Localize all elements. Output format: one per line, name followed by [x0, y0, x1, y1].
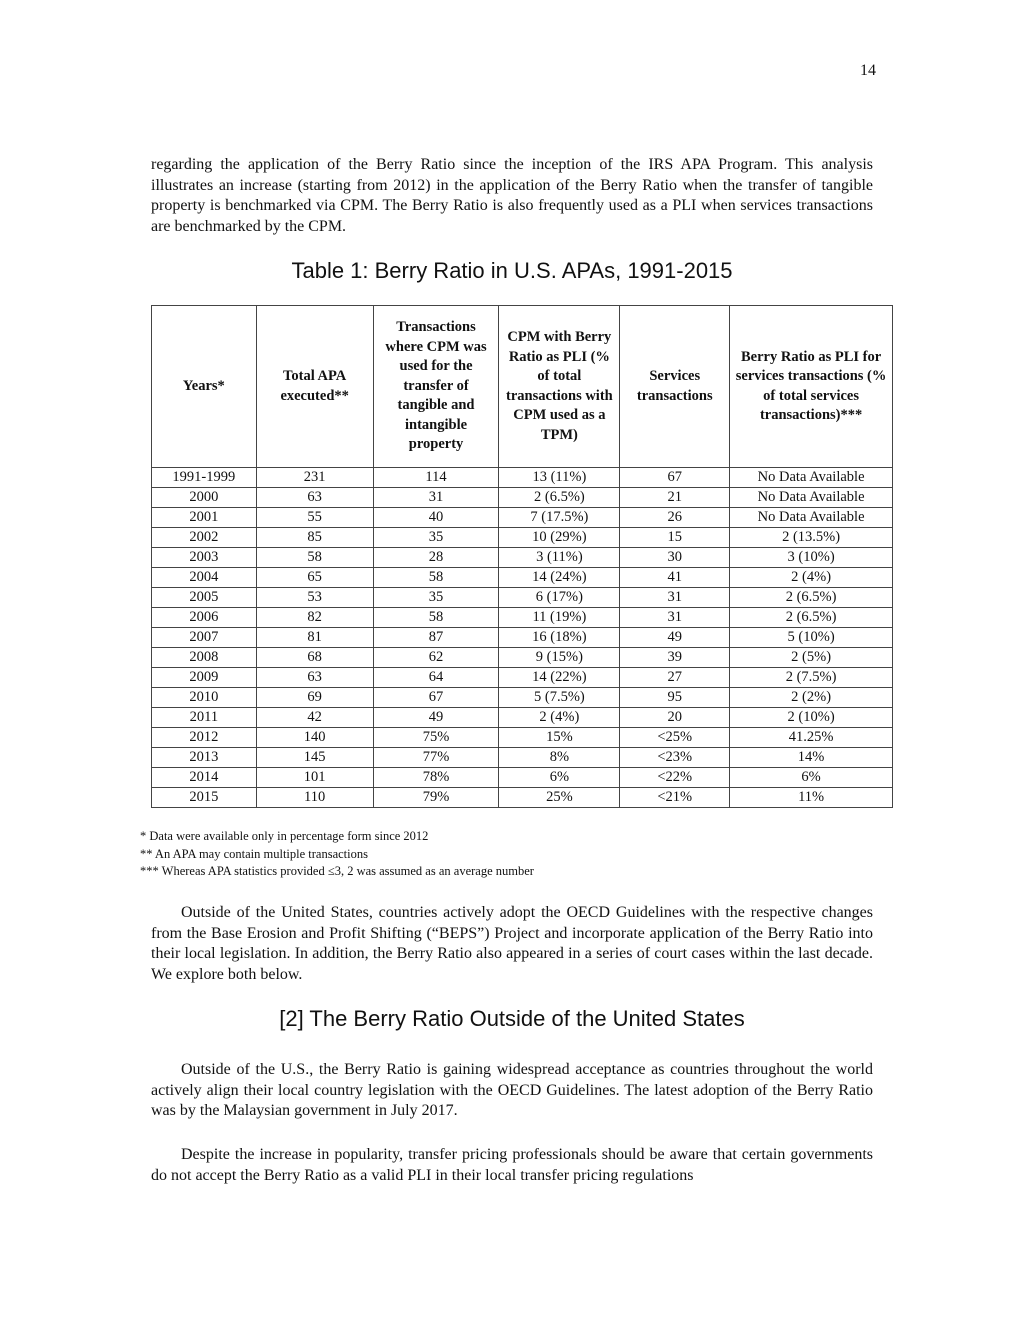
- table-cell: 49: [373, 708, 499, 728]
- table-cell: 75%: [373, 728, 499, 748]
- table-cell: 2 (6.5%): [499, 488, 620, 508]
- table-cell: 5 (7.5%): [499, 688, 620, 708]
- table-cell: 2012: [152, 728, 257, 748]
- table-cell: 2 (6.5%): [730, 608, 893, 628]
- table-cell: 20: [620, 708, 730, 728]
- table-cell: 15: [620, 528, 730, 548]
- table-cell: 81: [256, 628, 373, 648]
- paragraph-acceptance: Outside of the U.S., the Berry Ratio is gaining widespread acceptance as countries throughout the world actively align their local country legislation with the OECD Guidelines. The latest adoption of the Berry Ratio was by the Malaysian government in July 2017.: [151, 1061, 873, 1119]
- table-cell: 69: [256, 688, 373, 708]
- table-cell: 63: [256, 488, 373, 508]
- table-row: [152, 568, 893, 588]
- table-cell: 31: [620, 588, 730, 608]
- header-years: Years*: [152, 306, 257, 468]
- table-cell: 145: [256, 748, 373, 768]
- table-row: [152, 608, 893, 628]
- table-cell: 55: [256, 508, 373, 528]
- table-cell: 2002: [152, 528, 257, 548]
- table-cell: 8%: [499, 748, 620, 768]
- footnote: ** An APA may contain multiple transactions: [140, 846, 368, 861]
- table-cell: 2004: [152, 568, 257, 588]
- table-cell: 58: [373, 608, 499, 628]
- table-cell: 62: [373, 648, 499, 668]
- header-berry-ratio-services: Berry Ratio as PLI for services transactions (% of total services transactions)***: [730, 306, 893, 468]
- table-row: [152, 788, 893, 808]
- section-heading: [2] The Berry Ratio Outside of the United States: [279, 1006, 745, 1031]
- table-cell: 2 (4%): [499, 708, 620, 728]
- table-cell: 14 (24%): [499, 568, 620, 588]
- table-cell: 65: [256, 568, 373, 588]
- table-row: [152, 648, 893, 668]
- table-cell: 6%: [730, 768, 893, 788]
- table-cell: 15%: [499, 728, 620, 748]
- table-cell: <25%: [620, 728, 730, 748]
- table-cell: 2006: [152, 608, 257, 628]
- table-cell: 87: [373, 628, 499, 648]
- table-cell: 2 (13.5%): [730, 528, 893, 548]
- table-cell: 14%: [730, 748, 893, 768]
- table-cell: 77%: [373, 748, 499, 768]
- table-cell: 42: [256, 708, 373, 728]
- table-cell: 2 (6.5%): [730, 588, 893, 608]
- table-cell: 78%: [373, 768, 499, 788]
- header-cpm-transactions: Transactions where CPM was used for the transfer of tangible and intangible property: [373, 306, 499, 468]
- table-cell: 35: [373, 588, 499, 608]
- table-row: [152, 508, 893, 528]
- table-cell: 39: [620, 648, 730, 668]
- table-cell: 2 (2%): [730, 688, 893, 708]
- table-cell: 13 (11%): [499, 468, 620, 488]
- table-cell: 25%: [499, 788, 620, 808]
- table-cell: 58: [373, 568, 499, 588]
- paragraph-caution: Despite the increase in popularity, transfer pricing professionals should be aware that certain governments do not accept the Berry Ratio as a valid PLI in their local transfer pricing regulations: [151, 1146, 873, 1184]
- table-cell: No Data Available: [730, 468, 893, 488]
- table-cell: 10 (29%): [499, 528, 620, 548]
- table-cell: 231: [256, 468, 373, 488]
- table-cell: 2011: [152, 708, 257, 728]
- table-cell: 63: [256, 668, 373, 688]
- table-cell: 3 (10%): [730, 548, 893, 568]
- header-services-transactions: Services transactions: [620, 306, 730, 468]
- footnote: *** Whereas APA statistics provided ≤3, 2 was assumed as an average number: [140, 864, 534, 878]
- table-row: [152, 628, 893, 648]
- table-cell: 2 (7.5%): [730, 668, 893, 688]
- table-cell: 64: [373, 668, 499, 688]
- table-cell: 58: [256, 548, 373, 568]
- table-cell: 49: [620, 628, 730, 648]
- table-cell: 67: [373, 688, 499, 708]
- table-cell: 2 (4%): [730, 568, 893, 588]
- table-cell: 5 (10%): [730, 628, 893, 648]
- table-cell: 67: [620, 468, 730, 488]
- table-title: Table 1: Berry Ratio in U.S. APAs, 1991-2015: [291, 258, 733, 283]
- table-cell: 2007: [152, 628, 257, 648]
- table-cell: 68: [256, 648, 373, 668]
- table-row: [152, 668, 893, 688]
- table-row: [152, 728, 893, 748]
- header-cpm-berry-ratio: CPM with Berry Ratio as PLI (% of total transactions with CPM used as a TPM): [499, 306, 620, 468]
- table-cell: No Data Available: [730, 488, 893, 508]
- table-row: [152, 488, 893, 508]
- table-cell: 30: [620, 548, 730, 568]
- table-cell: <22%: [620, 768, 730, 788]
- table-cell: 2013: [152, 748, 257, 768]
- table-cell: 114: [373, 468, 499, 488]
- table-cell: 41: [620, 568, 730, 588]
- table-cell: 2015: [152, 788, 257, 808]
- table-cell: 28: [373, 548, 499, 568]
- table-cell: 2003: [152, 548, 257, 568]
- table-footnotes: [140, 828, 880, 881]
- table-cell: 6%: [499, 768, 620, 788]
- table-cell: 26: [620, 508, 730, 528]
- table-cell: 11 (19%): [499, 608, 620, 628]
- table-cell: 3 (11%): [499, 548, 620, 568]
- table-row: [152, 688, 893, 708]
- table-cell: 16 (18%): [499, 628, 620, 648]
- table-cell: 82: [256, 608, 373, 628]
- table-cell: 53: [256, 588, 373, 608]
- table-cell: 41.25%: [730, 728, 893, 748]
- table-cell: 2001: [152, 508, 257, 528]
- table-cell: 2005: [152, 588, 257, 608]
- table-row: [152, 708, 893, 728]
- table-cell: 2 (10%): [730, 708, 893, 728]
- table-cell: 140: [256, 728, 373, 748]
- footnote: * Data were available only in percentage form since 2012: [140, 829, 429, 843]
- table-cell: <23%: [620, 748, 730, 768]
- table-cell: 9 (15%): [499, 648, 620, 668]
- table-cell: 35: [373, 528, 499, 548]
- table-cell: 11%: [730, 788, 893, 808]
- table-cell: 2000: [152, 488, 257, 508]
- table-row: [152, 468, 893, 488]
- table-cell: 2010: [152, 688, 257, 708]
- table-cell: 85: [256, 528, 373, 548]
- table-cell: 2014: [152, 768, 257, 788]
- table-cell: 31: [373, 488, 499, 508]
- table-cell: <21%: [620, 788, 730, 808]
- table-cell: 95: [620, 688, 730, 708]
- table-row: [152, 548, 893, 568]
- table-cell: 2009: [152, 668, 257, 688]
- table-cell: 79%: [373, 788, 499, 808]
- table-cell: 40: [373, 508, 499, 528]
- table-cell: 27: [620, 668, 730, 688]
- table-cell: 31: [620, 608, 730, 628]
- page-number: 14: [860, 62, 876, 79]
- table-cell: 14 (22%): [499, 668, 620, 688]
- table-cell: 6 (17%): [499, 588, 620, 608]
- table-cell: No Data Available: [730, 508, 893, 528]
- table-row: [152, 748, 893, 768]
- table-header-row: [152, 306, 893, 468]
- table-row: [152, 768, 893, 788]
- paragraph-oecd: Outside of the United States, countries actively adopt the OECD Guidelines with the respective changes from the Base Erosion and Profit Shifting (“BEPS”) Project and incorporate application of the Berry Ratio into their local legislation. In addition, the Berry Ratio also appeared in a series of court cases within the last decade. We explore both below.: [151, 904, 873, 983]
- table-cell: 2008: [152, 648, 257, 668]
- intro-paragraph: regarding the application of the Berry Ratio since the inception of the IRS APA Program. This analysis illustrates an increase (starting from 2012) in the application of the Berry Ratio when the transfer of tangible property is benchmarked via CPM. The Berry Ratio is also frequently used as a PLI when services transactions are benchmarked by the CPM.: [151, 156, 873, 235]
- table-cell: 1991-1999: [152, 468, 257, 488]
- table-cell: 2 (5%): [730, 648, 893, 668]
- table-cell: 7 (17.5%): [499, 508, 620, 528]
- table-cell: 110: [256, 788, 373, 808]
- berry-ratio-table: [151, 305, 893, 808]
- table-row: [152, 528, 893, 548]
- table-cell: 101: [256, 768, 373, 788]
- table-row: [152, 588, 893, 608]
- table-cell: 21: [620, 488, 730, 508]
- header-total-apa: Total APA executed**: [256, 306, 373, 468]
